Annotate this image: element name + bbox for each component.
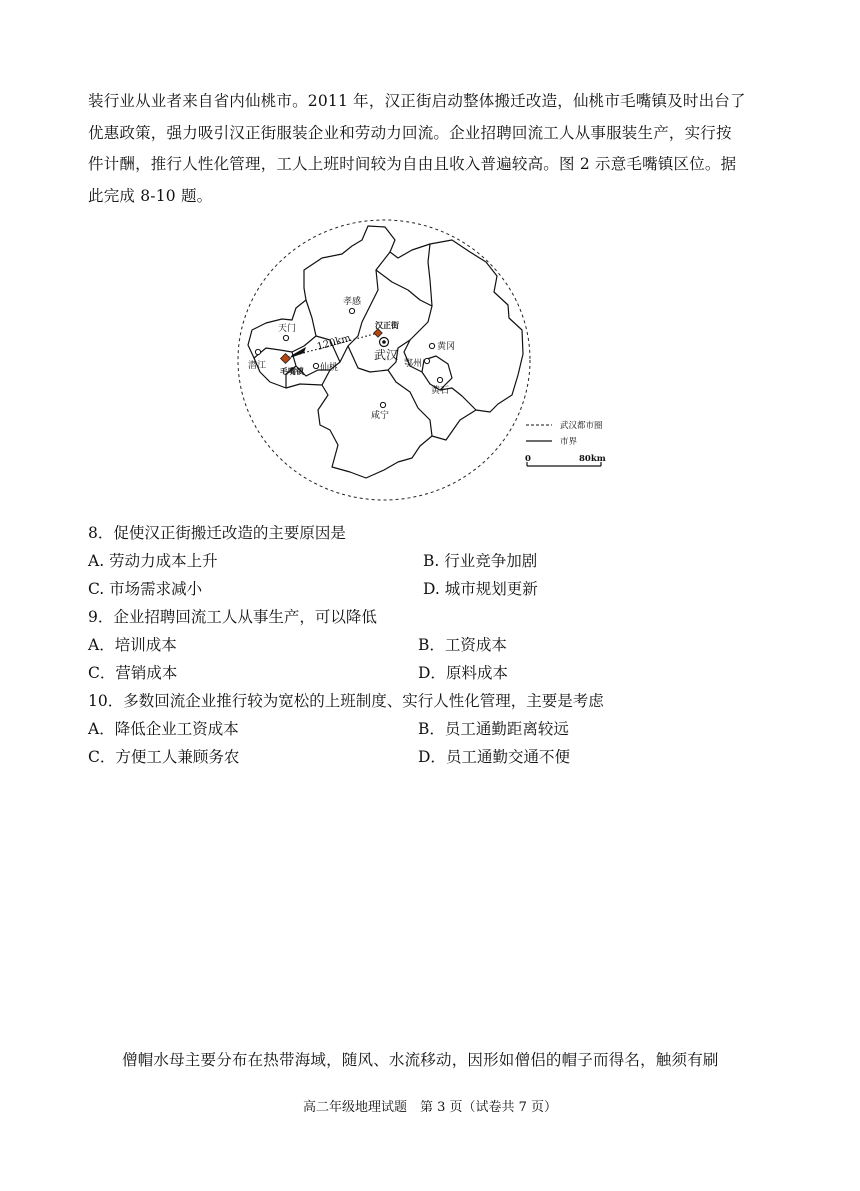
question-stem: 多数回流企业推行较为宽松的上班制度、实行人性化管理，主要是考虑 — [123, 692, 604, 710]
map-legend — [526, 420, 603, 447]
question-number: 10． — [88, 692, 124, 710]
label-huanggang: 黄冈 — [437, 342, 456, 352]
label-ezhou: 鄂州 — [404, 359, 423, 369]
option-9d: D．原料成本 — [418, 664, 508, 682]
question-number: 9． — [88, 608, 114, 626]
tianmen-marker — [283, 335, 288, 340]
option-9b: B．工资成本 — [418, 636, 507, 654]
maozui-marker — [281, 354, 291, 364]
question-stem: 促使汉正街搬迁改造的主要原因是 — [113, 524, 346, 542]
scale-max: 80km — [579, 454, 606, 464]
legend-circle: 武汉都市圈 — [560, 421, 603, 431]
distance-label: 120km — [315, 332, 353, 353]
scale-bar — [525, 454, 606, 466]
intro-line: 此完成 8-10 题。 — [88, 186, 213, 205]
page-footer: 高二年级地理试题 第 3 页（试卷共 7 页） — [302, 1100, 558, 1115]
legend-boundary: 市界 — [560, 437, 578, 447]
question-9 — [88, 607, 377, 627]
label-hanzhengjie: 汉正街 — [375, 320, 399, 330]
option-8d: D. 城市规划更新 — [423, 580, 538, 598]
option-10a: A．降低企业工资成本 — [88, 720, 239, 738]
intro-line: 装行业从业者来自省内仙桃市。2011 年，汉正街启动整体搬迁改造，仙桃市毛嘴镇及时出台了 — [88, 92, 746, 110]
xiaogan-marker — [349, 308, 354, 313]
intro-line: 优惠政策，强力吸引汉正街服装企业和劳动力回流。企业招聘回流工人从事服装生产，实行按 — [88, 123, 732, 142]
label-wuhan: 武汉 — [374, 348, 399, 362]
question-number: 8． — [88, 524, 114, 542]
label-huangshi: 黄石 — [431, 386, 450, 396]
option-10d: D．员工通勤交通不便 — [418, 748, 570, 766]
label-xiaogan: 孝感 — [343, 297, 362, 307]
location-map — [0, 0, 860, 510]
next-passage-start: 僧帽水母主要分布在热带海域，随风、水流移动，因形如僧侣的帽子而得名，触须有刷 — [122, 1051, 719, 1069]
label-xiantao: 仙桃 — [320, 363, 339, 373]
label-xianning: 咸宁 — [371, 411, 390, 421]
option-10b: B．员工通勤距离较远 — [418, 720, 569, 738]
ezhou-marker — [424, 358, 429, 363]
option-9a: A．培训成本 — [88, 636, 177, 654]
option-9c: C．营销成本 — [88, 664, 178, 682]
option-8c: C. 市场需求减小 — [88, 580, 203, 598]
question-8 — [88, 523, 346, 543]
hanzhengjie-marker — [374, 329, 382, 337]
question-stem: 企业招聘回流工人从事生产，可以降低 — [113, 608, 377, 626]
huanggang-marker — [429, 343, 434, 348]
xiantao-marker — [313, 363, 318, 368]
option-8a: A. 劳动力成本上升 — [88, 552, 218, 570]
label-qianjiang: 潜江 — [248, 361, 267, 371]
question-10 — [88, 691, 604, 711]
intro-line: 件计酬，推行人性化管理，工人上班时间较为自由且收入普遍较高。图 2 示意毛嘴镇区位。据 — [88, 155, 737, 173]
scale-zero: 0 — [525, 454, 531, 464]
xianning-marker — [380, 402, 385, 407]
option-10c: C．方便工人兼顾务农 — [88, 748, 240, 766]
qianjiang-marker — [255, 349, 260, 354]
option-8b: B. 行业竞争加剧 — [423, 552, 538, 570]
label-tianmen: 天门 — [278, 324, 297, 334]
huangshi-marker — [437, 377, 442, 382]
label-maozui: 毛嘴镇 — [280, 366, 304, 376]
